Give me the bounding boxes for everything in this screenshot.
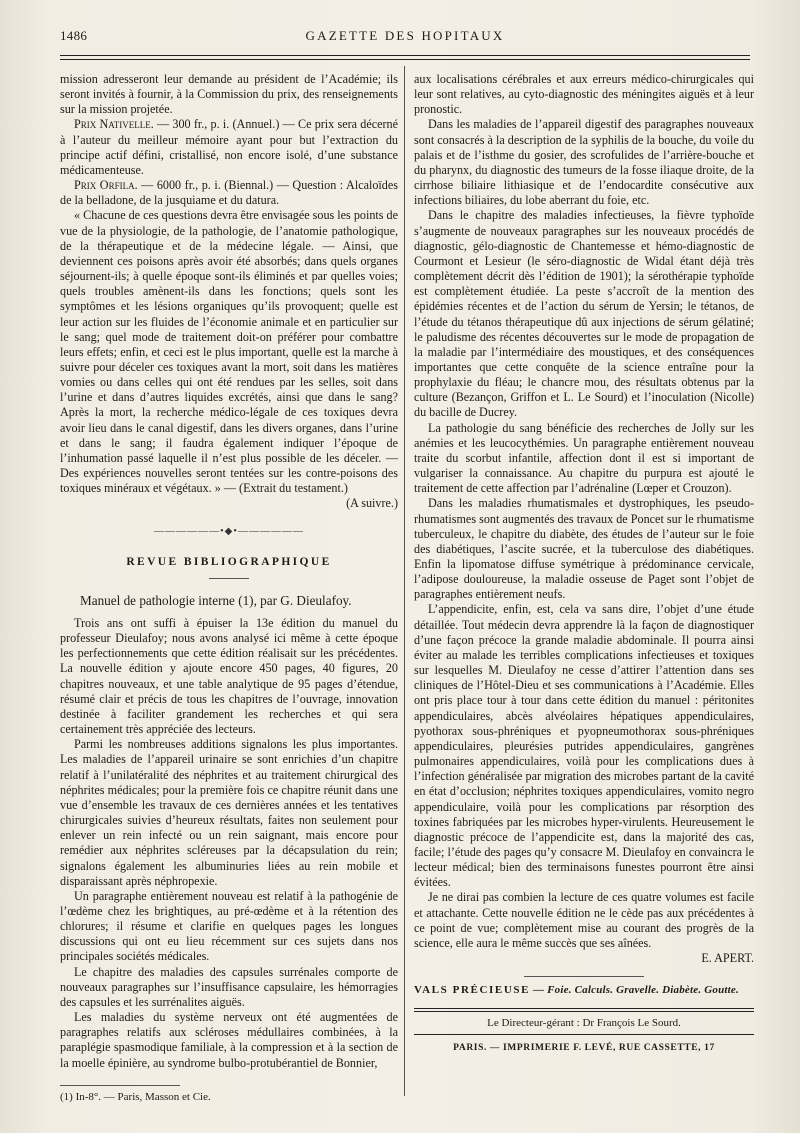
- paragraph: Trois ans ont suffi à épuiser la 13e édition du manuel du professeur Dieulafoy; nous avons analysé ici même à cette époque les perfectionnements que cette édition réalisait sur les précédentes. La nouvelle édition y ajoute encore 450 pages, 40 figures, 20 chapitres nouveaux, et une table analytique de 95 pages d’étendue, résumé clair et précis de tous les chapitres de l’ouvrage, innovation destinée à faciliter grandement les recherches et qui sera certainement très appréciée des lecteurs.: [60, 616, 398, 737]
- paragraph: aux localisations cérébrales et aux erreurs médico-chirurgicales qui leur sont relatives, au cyto-diagnostic des méningites aiguës et à leur pronostic.: [414, 72, 754, 117]
- paragraph: Un paragraphe entièrement nouveau est relatif à la pathogénie de l’œdème chez les brightiques, au pré-œdème et à la rétention des chlorures; il résume et clarifie en quelques pages les longues discussions qui ont eu lieu récemment sur ces sujets dans nos principales sociétés médicales.: [60, 888, 398, 964]
- right-column: [414, 72, 754, 1056]
- prize-name: Prix Nativelle.: [74, 117, 154, 132]
- header-rule-thin: [60, 59, 750, 60]
- paragraph: Dans le chapitre des maladies infectieuses, la fièvre typhoïde s’augmente de nouveaux paragraphes sur les nouveaux procédés de diagnostic, gélo-diagnostic de Chantemesse et hémo-diagnostic de Courmont et Lesieur (le séro-diagnostic de Widal étant déjà très complètement décrit dès l’édition de 1901); la sérothérapie typhoïde est complètement étudiée. La peste s’accroît de la mention des épidémies récentes et de l’action du sérum de Yersin; le tétanos, de l’étude du tétanos thérapeutique dû aux injections de sérum gélatiné; le paludisme des récentes découvertes sur le mode de propagation de la maladie par l’intermédiaire des moustiques, et des conséquences importantes que cette conquête de la science entraîne pour la prophylaxie du fléau; le chancre mou, des résultats obtenus par la culture (Bezançon, Griffon et L. Le Sourd) et l’inoculation (Nicolle) du bacille de Ducrey.: [414, 208, 754, 420]
- prize-text: — 300 fr., p. i. (Annuel.) — Ce prix sera décerné à l’auteur du meilleur mémoire ayant pour but l’extraction du principe actif défini, cristallisé, non encore isolé, d’une substance médicamenteuse.: [60, 117, 398, 177]
- ad-rule: [524, 976, 644, 977]
- header-rule: [60, 55, 750, 56]
- printer-imprint: PARIS. — IMPRIMERIE F. LEVÉ, RUE CASSETTE, 17: [453, 1042, 715, 1053]
- paragraph: Les maladies du système nerveux ont été augmentées de paragraphes relatifs aux scléroses médullaires combinées, à la paraplégie spasmodique familiale, à la compression et à la section de la moelle épinière, au syndrome bulbo-protubérantiel de Bonnier,: [60, 1010, 398, 1070]
- page-header: [60, 28, 750, 50]
- section-rule: [209, 578, 249, 579]
- paragraph: La pathologie du sang bénéficie des recherches de Jolly sur les anémies et les leucocythémies. Un paragraphe entièrement nouveau traite du scorbut infantile, affection dont il est si important de vulgariser la connaissance. Au chapitre du purpura est ajouté le traitement de cette affection par l’adrénaline (Lœper et Crouzon).: [414, 420, 754, 496]
- paragraph-prix-orfila: [60, 178, 398, 208]
- ad-brand: VALS PRÉCIEUSE: [414, 984, 531, 997]
- advertisement: [414, 983, 754, 998]
- column-divider: [404, 66, 405, 1096]
- page-number: 1486: [60, 28, 88, 43]
- prize-name: Prix Orfila.: [74, 178, 138, 193]
- paragraph: Parmi les nombreuses additions signalons les plus importantes. Les maladies de l’appareil urinaire se sont enrichies d’un chapitre relatif à l’unilatéralité des néphrites et au traitement chirurgical des néphrites médicales; pour la première fois ce chapitre réunit dans une vue d’ensemble les travaux de ces dernières années et les tentatives chirurgicales suivies d’heureux résultats, faites non seulement pour enlever un rein infecté ou un rein saignant, mais encore pour remédier aux néphrites scléreuses par la décapsulation du rein; signalons également les albuminuries liées au rein mobile et disparaissant après néphropexie.: [60, 737, 398, 888]
- paragraph: Dans les maladies rhumatismales et dystrophiques, les pseudo-rhumatismes sont augmentés des travaux de Poncet sur le rhumatisme tuberculeux, le chapitre du diabète, des études de l’auteur sur le foie des diabétiques, l’ascite sucrée, et la tuberculose des diabétiques. Enfin la lipomatose diffuse symétrique à prédominance cervicale, l’adipose douloureuse, la maladie osseuse de Paget sont l’objet de paragraphes entièrement neufs.: [414, 496, 754, 602]
- ad-text: — Foie. Calculs. Gravelle. Diabète. Goutte.: [530, 984, 739, 997]
- section-title: REVUE BIBLIOGRAPHIQUE: [126, 555, 332, 568]
- paragraph: Je ne dirai pas combien la lecture de ces quatre volumes est facile et attachante. Cette nouvelle édition ne le cède pas aux précédentes à ce point de vue; complètement mise au courant des progrès de la science, elle aura le même succès que ses aînées.: [414, 890, 754, 950]
- paragraph: mission adresseront leur demande au président de l’Académie; ils seront invités à fournir, à la Commission du prix, des renseignements sur la mission projetée.: [60, 72, 398, 117]
- left-column: [60, 72, 398, 1105]
- book-title: Manuel de pathologie interne (1), par G. Dieulafoy.: [80, 592, 352, 608]
- footnote: (1) In-8°. — Paris, Masson et Cie.: [60, 1090, 211, 1103]
- running-title: GAZETTE DES HOPITAUX: [305, 28, 505, 43]
- paragraph: L’appendicite, enfin, est, cela va sans dire, l’objet d’une étude détaillée. Tout médecin devra apprendre là la façon de diagnostiquer d’une façon précoce la grande maladie abdominale. Il pourra ainsi éviter au malade les terribles complications infectieuses et toxiques sur lesquelles M. Dieulafoy ne cesse d’attirer l’attention dans ses cliniques de l’Hôtel-Dieu et ses communications à l’Académie. Elles ont pris place tour à tour dans cette édition du manuel : péritonites appendiculaires, abcès alvéolaires hépatiques appendiculaires, pyothorax sous-phréniques et pyopneumothorax sous-phréniques appendiculaires, pleurésies putrides appendiculaires, gangrènes pulmonaires appendiculaires, voilà pour les complications dues à l’infection généralisée par migration des microbes partant de la cavité en état d’occlusion; néphrites toxiques appendiculaires, vomito negro appendiculaire, voilà pour les complications par résorption des toxines fabriquées par les microbes hyper-virulents. Heureusement le diagnostic précoce de l’appendicite est, dans la majorité des cas, facile; l’étude des pages qu’y consacre M. Dieulafoy en convaincra le lecteur médical; bien des terminaisons funestes pourront être ainsi évitées.: [414, 602, 754, 890]
- prize-text: — 6000 fr., p. i. (Biennal.) — Question : Alcaloïdes de la belladone, de la jusquiame et du datura.: [60, 178, 398, 208]
- footer-rule: [414, 1008, 754, 1009]
- continued-note: (A suivre.): [346, 496, 398, 511]
- author-signature: E. APERT.: [701, 951, 754, 966]
- paragraph: « Chacune de ces questions devra être envisagée sous les points de vue de la physiologie, de la pathologie, de l’anatomie pathologique, de la thérapeutique et de la médecine légale. — Ainsi, que deviennent ces poisons après avoir été absorbés; dans quels organes séjournent-ils; à quelle époque sont-ils éliminés et par quelles voies; quels troubles amènent-ils dans les fonctions; quels sont les symptômes et les lésions organiques qu’ils provoquent; quelle est leur action sur les fluides de l’économie animale et en particulier sur le sang; quel mode de traitement doit-on préférer pour combattre leurs effets; enfin, et ceci est le plus important, quelle est la marche à suivre pour déceler ces toxiques avant la mort, soit dans les matières vomies ou dans celles qui ont été rendues par les selles, soit dans l’urine et dans d’autres liquides excrétés, ainsi que dans le sang? Après la mort, la recherche médico-légale de ces toxiques devra avoir lieu dans le canal digestif, dans les divers organes, dans l’urine et dans le sang; il faudra également indiquer l’époque de l’inhumation passé laquelle il n’est plus possible de les déceler. — Des expériences nouvelles seront tentées sur les contre-poisons des toxiques minéraux et végétaux. » — (Extrait du testament.): [60, 208, 398, 496]
- paragraph: Dans les maladies de l’appareil digestif des paragraphes nouveaux sont consacrés à la description de la syphilis de la bouche, du voile du palais et de l’isthme du gosier, des scrofulides de l’arrière-bouche et du pharynx, du diagnostic des tumeurs de la fosse iliaque droite, de la cirrhose biliaire lithiasique et de l’endocardite consécutive aux infections biliaires, du lobe aberrant du foie, etc.: [414, 117, 754, 208]
- paragraph: Le chapitre des maladies des capsules surrénales comporte de nouveaux paragraphes sur l’insuffisance capsulaire, les hémorragies des capsules et les surrénalites aiguës.: [60, 964, 398, 1009]
- director-line: Le Directeur-gérant : Dr François Le Sourd.: [487, 1017, 681, 1030]
- paragraph-prix-nativelle: [60, 117, 398, 178]
- footnote-rule: [60, 1085, 180, 1086]
- footer-rule-lower: [414, 1034, 754, 1035]
- footer-rule-thin: [414, 1011, 754, 1012]
- ornament-divider: ——————•◆•——————: [154, 525, 304, 537]
